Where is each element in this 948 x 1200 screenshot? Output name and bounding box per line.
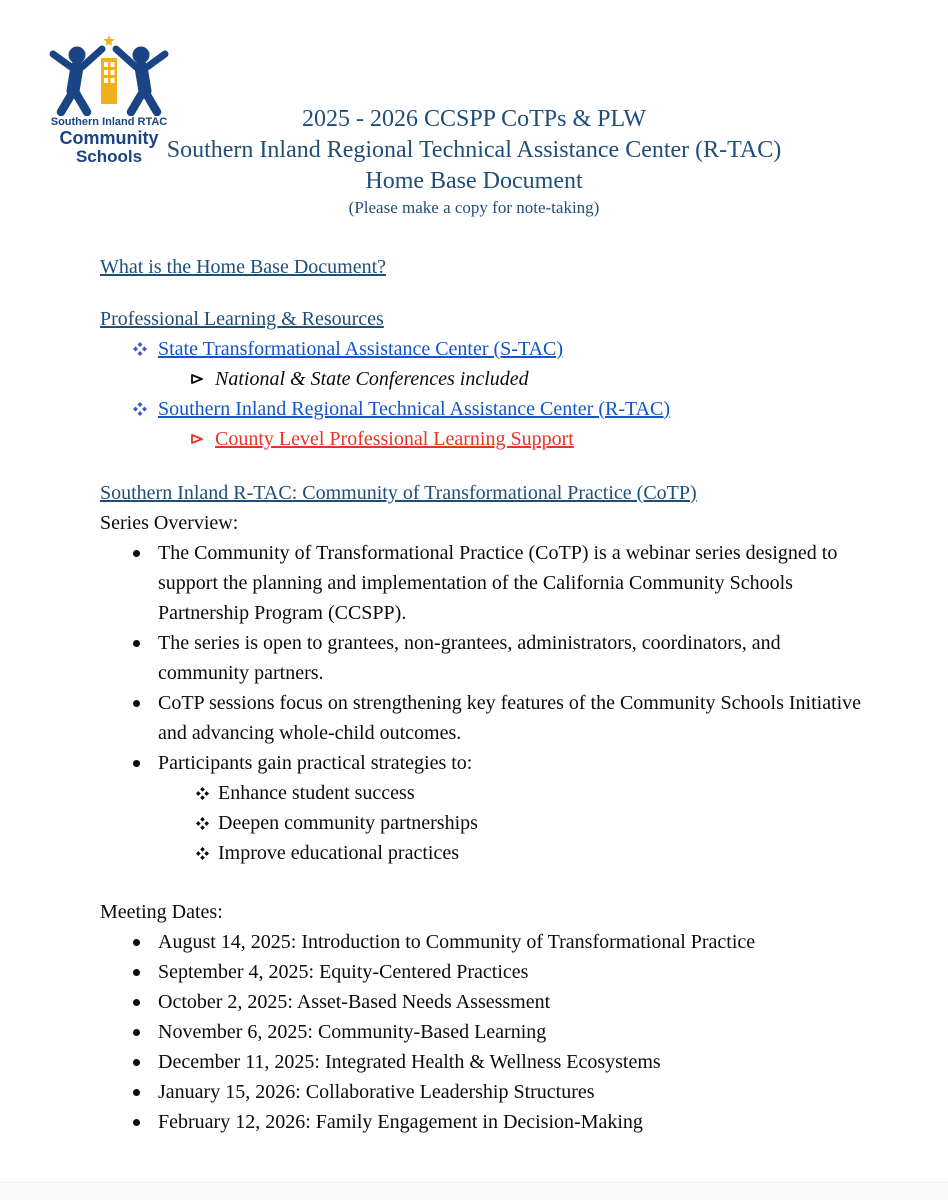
bullet-dot-icon	[133, 688, 158, 718]
meeting-date-3: October 2, 2025: Asset-Based Needs Assessment	[158, 991, 551, 1013]
diamond-bullet-icon	[133, 394, 158, 424]
bullet-dot-icon	[133, 957, 158, 987]
strategy-bullet-1	[100, 778, 862, 808]
bullet-dot-icon	[133, 927, 158, 957]
county-support-row	[100, 424, 862, 454]
bullet-dot-icon	[133, 1107, 158, 1137]
bullet-dot-icon	[133, 1047, 158, 1077]
overview-bullet-3	[100, 688, 862, 748]
arrow-bullet-icon	[190, 424, 215, 454]
overview-bullet-2-text: The series is open to grantees, non-grantees, administrators, coordinators, and community partners.	[158, 632, 781, 684]
stac-note-row	[100, 364, 862, 394]
bullet-dot-icon	[133, 538, 158, 568]
meeting-date-row	[100, 957, 862, 987]
series-overview-label: Series Overview:	[100, 512, 239, 534]
overview-bullet-1	[100, 538, 862, 628]
stac-row	[100, 334, 862, 364]
meeting-dates-label: Meeting Dates:	[100, 901, 223, 923]
stac-note-text: National & State Conferences included	[215, 368, 529, 390]
diamond-bullet-icon	[196, 838, 218, 868]
bullet-dot-icon	[133, 1017, 158, 1047]
diamond-bullet-icon	[196, 808, 218, 838]
bullet-dot-icon	[133, 987, 158, 1017]
meeting-date-row	[100, 927, 862, 957]
arrow-bullet-icon	[190, 364, 215, 394]
meeting-date-2: September 4, 2025: Equity-Centered Practices	[158, 961, 529, 983]
logo-org-name: Southern Inland RTAC	[50, 116, 168, 128]
logo-schools-label: Schools	[75, 147, 143, 166]
meeting-date-row	[100, 1047, 862, 1077]
logo-community-label: Community	[59, 128, 159, 148]
doc-subtitle: (Please make a copy for note-taking)	[348, 198, 600, 217]
stac-link[interactable]: State Transformational Assistance Center (S-TAC)	[158, 338, 564, 360]
overview-bullet-4	[100, 748, 862, 778]
community-schools-logo-icon	[44, 34, 174, 116]
strategy-1-text: Enhance student success	[218, 782, 415, 804]
diamond-bullet-icon	[196, 778, 218, 808]
doc-title-line-3: Home Base Document	[365, 168, 583, 194]
doc-title-line-2: Southern Inland Regional Technical Assistance Center (R-TAC)	[166, 137, 782, 163]
diamond-bullet-icon	[133, 334, 158, 364]
meeting-date-4: November 6, 2025: Community-Based Learning	[158, 1021, 547, 1043]
rtac-link[interactable]: Southern Inland Regional Technical Assistance Center (R-TAC)	[158, 398, 671, 420]
cotp-heading-row	[100, 478, 862, 508]
professional-learning-link[interactable]: Professional Learning & Resources	[100, 308, 384, 330]
page-bottom-edge	[0, 1182, 948, 1200]
meeting-date-6: January 15, 2026: Collaborative Leadership Structures	[158, 1081, 595, 1103]
bullet-dot-icon	[133, 1077, 158, 1107]
strategy-2-text: Deepen community partnerships	[218, 812, 478, 834]
overview-bullet-4-text: Participants gain practical strategies to:	[158, 752, 473, 774]
cotp-heading-link[interactable]: Southern Inland R-TAC: Community of Transformational Practice (CoTP)	[100, 482, 697, 504]
strategy-bullet-3	[100, 838, 862, 868]
county-support-link[interactable]: County Level Professional Learning Support	[215, 428, 574, 450]
meeting-date-row	[100, 987, 862, 1017]
org-logo	[36, 34, 182, 166]
overview-bullet-2	[100, 628, 862, 688]
meeting-date-row	[100, 1107, 862, 1137]
bullet-dot-icon	[133, 748, 158, 778]
bullet-dot-icon	[133, 628, 158, 658]
overview-bullet-1-text: The Community of Transformational Practice (CoTP) is a webinar series designed to support the planning and implementation of the California Community Schools Partnership Program (CCSPP).	[158, 542, 838, 624]
meeting-date-5: December 11, 2025: Integrated Health & Wellness Ecosystems	[158, 1051, 661, 1073]
doc-title-line-1: 2025 - 2026 CCSPP CoTPs & PLW	[301, 106, 647, 132]
document-body	[100, 252, 862, 1137]
overview-bullet-3-text: CoTP sessions focus on strengthening key features of the Community Schools Initiative and advancing whole-child outcomes.	[158, 692, 862, 744]
strategy-bullet-2	[100, 808, 862, 838]
meeting-date-row	[100, 1077, 862, 1107]
meeting-date-7: February 12, 2026: Family Engagement in Decision-Making	[158, 1111, 643, 1133]
meeting-date-1: August 14, 2025: Introduction to Community of Transformational Practice	[158, 931, 756, 953]
professional-learning-row	[100, 304, 862, 334]
rtac-row	[100, 394, 862, 424]
strategy-3-text: Improve educational practices	[218, 842, 459, 864]
what-is-home-base-link[interactable]: What is the Home Base Document?	[100, 256, 387, 278]
meeting-date-row	[100, 1017, 862, 1047]
what-is-home-base-row	[100, 252, 862, 282]
